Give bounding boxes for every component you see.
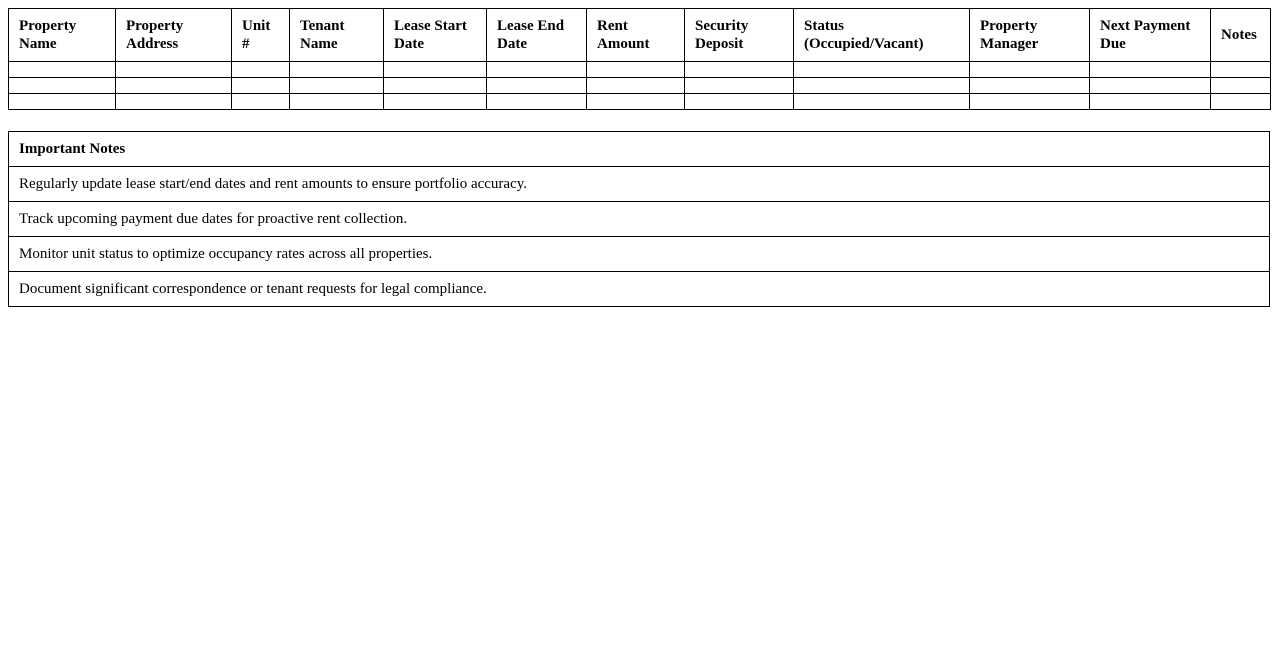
table-cell[interactable] bbox=[116, 78, 232, 94]
header-next-payment-due bbox=[1090, 9, 1211, 62]
table-cell[interactable] bbox=[290, 94, 384, 110]
table-cell[interactable] bbox=[290, 78, 384, 94]
header-tenant-name bbox=[290, 9, 384, 62]
header-line: Address bbox=[126, 36, 179, 52]
note-row bbox=[9, 237, 1270, 272]
table-row bbox=[9, 78, 1271, 94]
table-cell[interactable] bbox=[587, 62, 685, 78]
notes-heading-row bbox=[9, 132, 1270, 167]
header-line: Due bbox=[1100, 36, 1126, 52]
header-property-address bbox=[116, 9, 232, 62]
note-row bbox=[9, 167, 1270, 202]
table-cell[interactable] bbox=[1211, 94, 1271, 110]
table-cell[interactable] bbox=[794, 78, 970, 94]
header-line: Date bbox=[497, 36, 527, 52]
note-text: Monitor unit status to optimize occupancy rates across all properties. bbox=[9, 237, 1270, 272]
note-text: Regularly update lease start/end dates and rent amounts to ensure portfolio accuracy. bbox=[9, 167, 1270, 202]
important-notes-table bbox=[8, 131, 1270, 307]
table-cell[interactable] bbox=[116, 94, 232, 110]
header-line: (Occupied/Vacant) bbox=[804, 36, 924, 52]
header-unit-number bbox=[232, 9, 290, 62]
table-cell[interactable] bbox=[384, 62, 487, 78]
header-line: Unit bbox=[242, 18, 271, 34]
table-cell[interactable] bbox=[970, 94, 1090, 110]
header-line: # bbox=[242, 36, 250, 52]
table-header-row bbox=[9, 9, 1271, 62]
table-cell[interactable] bbox=[232, 78, 290, 94]
table-cell[interactable] bbox=[794, 62, 970, 78]
header-line: Name bbox=[19, 36, 57, 52]
table-row bbox=[9, 62, 1271, 78]
table-cell[interactable] bbox=[1090, 78, 1211, 94]
header-status bbox=[794, 9, 970, 62]
header-notes bbox=[1211, 9, 1271, 62]
table-cell[interactable] bbox=[1090, 94, 1211, 110]
header-rent-amount bbox=[587, 9, 685, 62]
header-line: Status bbox=[804, 18, 845, 34]
table-cell[interactable] bbox=[384, 94, 487, 110]
header-security-deposit bbox=[685, 9, 794, 62]
note-text: Track upcoming payment due dates for proactive rent collection. bbox=[9, 202, 1270, 237]
table-cell[interactable] bbox=[290, 62, 384, 78]
header-line: Lease End bbox=[497, 18, 565, 34]
table-cell[interactable] bbox=[9, 94, 116, 110]
header-line: Tenant bbox=[300, 18, 345, 34]
table-cell[interactable] bbox=[9, 62, 116, 78]
table-cell[interactable] bbox=[232, 94, 290, 110]
note-text: Document significant correspondence or tenant requests for legal compliance. bbox=[9, 272, 1270, 307]
header-line: Name bbox=[300, 36, 338, 52]
table-cell[interactable] bbox=[587, 94, 685, 110]
header-line: Property bbox=[19, 18, 77, 34]
header-property-name bbox=[9, 9, 116, 62]
header-line: Rent bbox=[597, 18, 628, 34]
table-row bbox=[9, 94, 1271, 110]
table-cell[interactable] bbox=[1211, 62, 1271, 78]
header-line: Notes bbox=[1221, 27, 1257, 43]
table-cell[interactable] bbox=[1211, 78, 1271, 94]
note-row bbox=[9, 272, 1270, 307]
notes-heading: Important Notes bbox=[9, 132, 1270, 167]
table-cell[interactable] bbox=[970, 62, 1090, 78]
table-cell[interactable] bbox=[116, 62, 232, 78]
header-lease-start-date bbox=[384, 9, 487, 62]
table-cell[interactable] bbox=[1090, 62, 1211, 78]
header-line: Security bbox=[695, 18, 749, 34]
table-cell[interactable] bbox=[487, 62, 587, 78]
note-row bbox=[9, 202, 1270, 237]
table-cell[interactable] bbox=[9, 78, 116, 94]
header-line: Property bbox=[126, 18, 184, 34]
header-line: Deposit bbox=[695, 36, 744, 52]
table-cell[interactable] bbox=[685, 62, 794, 78]
table-cell[interactable] bbox=[487, 78, 587, 94]
property-portfolio-table bbox=[8, 8, 1271, 110]
header-line: Amount bbox=[597, 36, 650, 52]
table-cell[interactable] bbox=[384, 78, 487, 94]
header-line: Next Payment bbox=[1100, 18, 1191, 34]
table-cell[interactable] bbox=[487, 94, 587, 110]
table-cell[interactable] bbox=[685, 78, 794, 94]
header-line: Lease Start bbox=[394, 18, 467, 34]
header-line: Date bbox=[394, 36, 424, 52]
header-line: Property bbox=[980, 18, 1038, 34]
header-lease-end-date bbox=[487, 9, 587, 62]
header-line: Manager bbox=[980, 36, 1039, 52]
table-cell[interactable] bbox=[970, 78, 1090, 94]
table-cell[interactable] bbox=[587, 78, 685, 94]
header-property-manager bbox=[970, 9, 1090, 62]
table-cell[interactable] bbox=[794, 94, 970, 110]
table-cell[interactable] bbox=[685, 94, 794, 110]
table-cell[interactable] bbox=[232, 62, 290, 78]
